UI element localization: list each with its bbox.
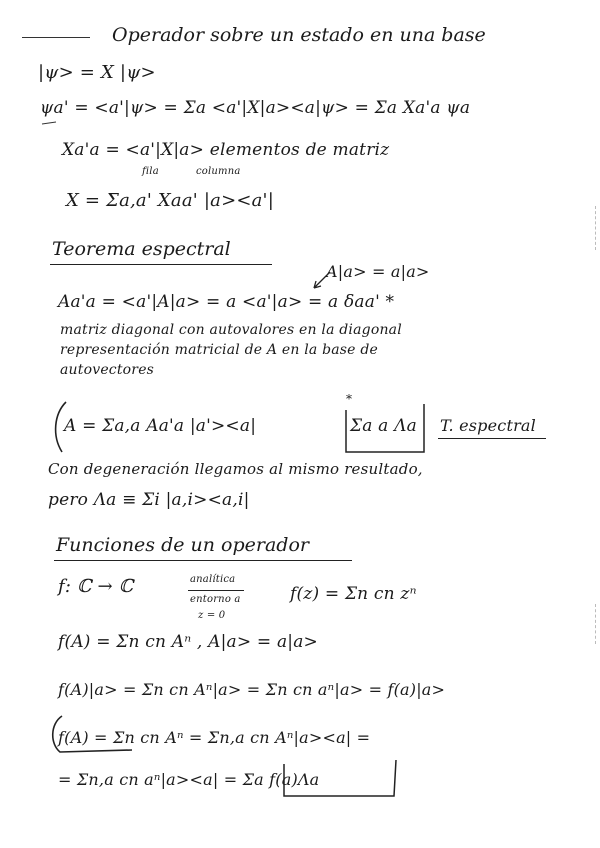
operator-on-eigenvector: f(A)|a> = Σn cn Aⁿ|a> = Σn cn aⁿ|a> = f(a)|a> [58, 680, 446, 699]
component-mark [42, 122, 56, 124]
result-box-frame [284, 760, 396, 796]
spectral-note-2: representación matricial de A en la base de [60, 342, 378, 358]
state-equation: |ψ> = X |ψ> [38, 62, 156, 83]
spectral-matrix-element: Aa'a = <a'|A|a> = a <a'|a> = a δaa' * [58, 292, 395, 312]
page-edge-top [595, 206, 596, 250]
spectral-box-bracket [56, 402, 66, 452]
power-series: f(z) = Σn cn zⁿ [290, 584, 417, 604]
analytic-label: analítica [190, 574, 236, 585]
section1-title: Operador sobre un estado en una base [112, 24, 486, 46]
boxed-spectral-sum: Σa a Λa [350, 416, 417, 436]
star-mark: * [346, 392, 353, 406]
degeneracy-note: Con degeneración llegamos al mismo resultado, [48, 460, 423, 478]
operator-expansion: X = Σa,a' Xaa' |a><a'| [66, 190, 274, 211]
columna-label: columna [196, 166, 241, 177]
spectral-note-3: autovectores [60, 362, 155, 378]
matrix-element-definition: Xa'a = <a'|X|a> elementos de matriz [62, 140, 390, 160]
spectral-box-frame [346, 404, 424, 452]
origin-label: z = 0 [198, 610, 226, 621]
operator-function-result: = Σn,a cn aⁿ|a><a| = Σa f(a)Λa [58, 770, 320, 789]
section2-title: Teorema espectral [52, 238, 231, 260]
spectral-decomposition-left: A = Σa,a Aa'a |a'><a| [64, 416, 257, 436]
page-edge-bottom [595, 604, 596, 644]
fila-label: fila [142, 166, 159, 177]
eigen-annotation: A|a> = a|a> [326, 262, 430, 281]
component-equation: ψa' = <a'|ψ> = Σa <a'|X|a><a|ψ> = Σa Xa'a ψa [40, 98, 471, 118]
degenerate-projector: pero Λa ≡ Σi |a,i><a,i| [48, 490, 250, 510]
spectral-note-1: matriz diagonal con autovalores en la diagonal [60, 322, 402, 338]
operator-series: f(A) = Σn cn Aⁿ , A|a> = a|a> [58, 632, 318, 652]
neighborhood-label: entorno a [190, 594, 241, 605]
operator-function-expansion: f(A) = Σn cn Aⁿ = Σn,a cn Aⁿ|a><a| = [58, 728, 371, 747]
spectral-theorem-label: T. espectral [440, 416, 536, 435]
function-map: f: ℂ → ℂ [58, 576, 134, 597]
annotation-arrow [314, 272, 330, 288]
section3-title: Funciones de un operador [56, 534, 309, 556]
fof-box-bracket [53, 716, 132, 752]
